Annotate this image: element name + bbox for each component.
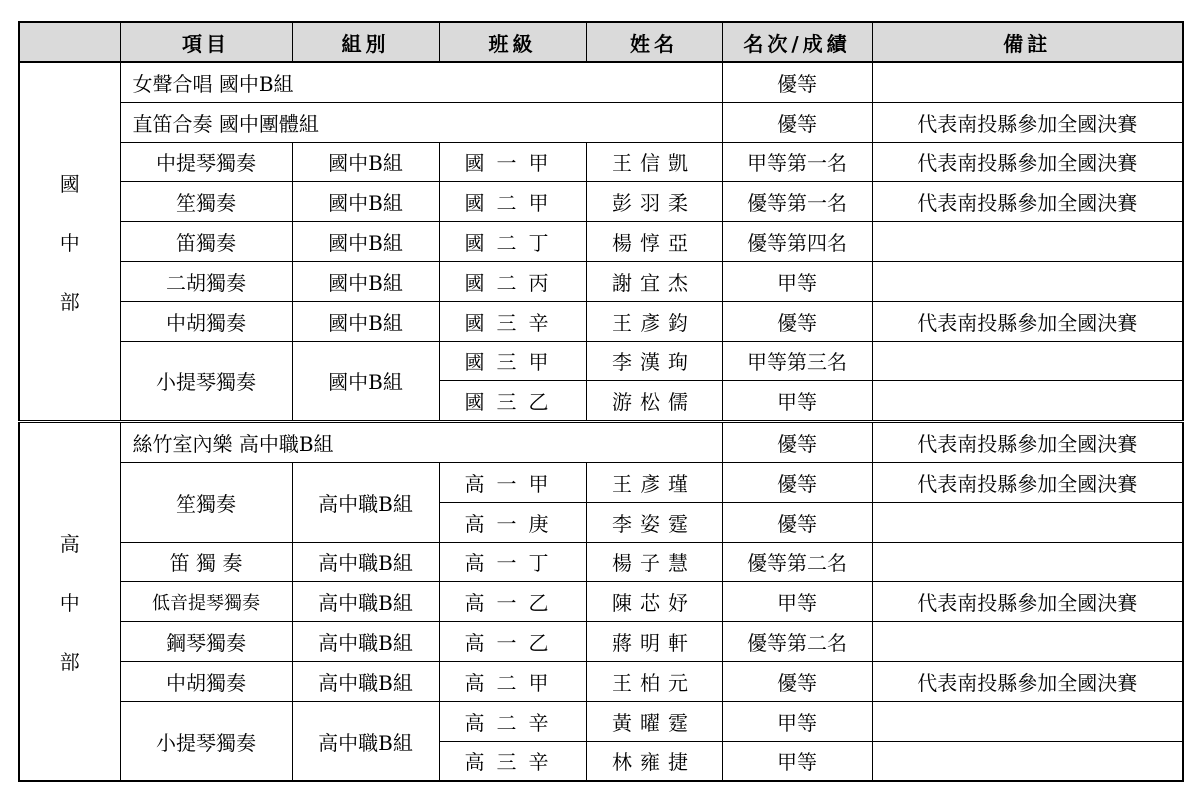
note-cell: 代表南投縣參加全國決賽 [872, 462, 1183, 502]
note-cell: 代表南投縣參加全國決賽 [872, 301, 1183, 341]
note-cell [872, 381, 1183, 422]
class-cell: 國一甲 [439, 142, 586, 182]
name-cell: 李姿霆 [586, 502, 722, 542]
note-cell: 代表南投縣參加全國決賽 [872, 661, 1183, 701]
class-cell: 高一乙 [439, 582, 586, 622]
class-cell: 國三乙 [439, 381, 586, 422]
group-cell: 高中職B組 [292, 622, 439, 662]
result-cell: 甲等第一名 [722, 142, 872, 182]
header-name: 姓名 [586, 22, 722, 62]
class-cell: 高一庚 [439, 502, 586, 542]
section-label-senior: 高 中 部 [19, 422, 120, 782]
item-cell: 小提琴獨奏 [120, 701, 292, 781]
header-section [19, 22, 120, 62]
name-cell: 謝宜杰 [586, 261, 722, 301]
table-row [19, 462, 1183, 502]
table-row [19, 102, 1183, 142]
group-cell: 高中職B組 [292, 582, 439, 622]
result-cell: 甲等 [722, 741, 872, 781]
result-cell: 甲等 [722, 582, 872, 622]
name-cell: 楊惇亞 [586, 222, 722, 262]
result-cell: 甲等 [722, 261, 872, 301]
note-cell [872, 701, 1183, 741]
group-cell: 國中B組 [292, 182, 439, 222]
table-row [19, 661, 1183, 701]
class-cell: 國二甲 [439, 182, 586, 222]
item-cell: 小提琴獨奏 [120, 341, 292, 422]
result-cell: 優等 [722, 462, 872, 502]
item-cell: 直笛合奏 國中團體組 [120, 102, 722, 142]
name-cell: 李漢珣 [586, 341, 722, 381]
result-cell: 優等 [722, 502, 872, 542]
header-group: 組別 [292, 22, 439, 62]
result-cell: 優等 [722, 102, 872, 142]
class-cell: 高二辛 [439, 701, 586, 741]
item-cell: 笙獨奏 [120, 182, 292, 222]
item-cell: 二胡獨奏 [120, 261, 292, 301]
table-row [19, 261, 1183, 301]
name-cell: 王信凱 [586, 142, 722, 182]
table-row [19, 701, 1183, 741]
item-cell: 笛 獨 奏 [120, 542, 292, 582]
result-cell: 甲等第三名 [722, 341, 872, 381]
class-cell: 高一乙 [439, 622, 586, 662]
results-table [18, 21, 1184, 782]
result-cell: 優等第一名 [722, 182, 872, 222]
group-cell: 國中B組 [292, 341, 439, 422]
item-cell: 女聲合唱 國中B組 [120, 62, 722, 102]
header-result: 名次/成績 [722, 22, 872, 62]
class-cell: 國三辛 [439, 301, 586, 341]
group-cell: 高中職B組 [292, 661, 439, 701]
result-cell: 甲等 [722, 701, 872, 741]
table-row [19, 62, 1183, 102]
result-cell: 優等第四名 [722, 222, 872, 262]
note-cell [872, 341, 1183, 381]
name-cell: 楊子慧 [586, 542, 722, 582]
result-cell: 優等第二名 [722, 622, 872, 662]
group-cell: 高中職B組 [292, 462, 439, 542]
item-cell: 中提琴獨奏 [120, 142, 292, 182]
table-row [19, 341, 1183, 381]
section-label-junior: 國 中 部 [19, 62, 120, 422]
result-cell: 甲等 [722, 381, 872, 422]
name-cell: 游松儒 [586, 381, 722, 422]
table-row [19, 222, 1183, 262]
table-row [19, 622, 1183, 662]
table-row [19, 422, 1183, 463]
note-cell [872, 542, 1183, 582]
item-cell: 中胡獨奏 [120, 301, 292, 341]
header-note: 備註 [872, 22, 1183, 62]
class-cell: 國二丁 [439, 222, 586, 262]
table-row [19, 142, 1183, 182]
name-cell: 彭羽柔 [586, 182, 722, 222]
class-cell: 國三甲 [439, 341, 586, 381]
note-cell [872, 622, 1183, 662]
table-row [19, 582, 1183, 622]
item-cell: 低音提琴獨奏 [120, 582, 292, 622]
item-cell: 鋼琴獨奏 [120, 622, 292, 662]
result-cell: 優等 [722, 661, 872, 701]
note-cell [872, 502, 1183, 542]
group-cell: 國中B組 [292, 261, 439, 301]
item-cell: 笛獨奏 [120, 222, 292, 262]
note-cell: 代表南投縣參加全國決賽 [872, 102, 1183, 142]
note-cell [872, 741, 1183, 781]
note-cell: 代表南投縣參加全國決賽 [872, 182, 1183, 222]
result-cell: 優等 [722, 301, 872, 341]
group-cell: 國中B組 [292, 142, 439, 182]
name-cell: 王彥鈞 [586, 301, 722, 341]
name-cell: 蔣明軒 [586, 622, 722, 662]
class-cell: 高三辛 [439, 741, 586, 781]
name-cell: 林雍捷 [586, 741, 722, 781]
result-cell: 優等 [722, 422, 872, 463]
note-cell: 代表南投縣參加全國決賽 [872, 422, 1183, 463]
result-cell: 優等第二名 [722, 542, 872, 582]
class-cell: 高二甲 [439, 661, 586, 701]
note-cell [872, 261, 1183, 301]
table-row [19, 301, 1183, 341]
note-cell: 代表南投縣參加全國決賽 [872, 142, 1183, 182]
name-cell: 黃曜霆 [586, 701, 722, 741]
item-cell: 中胡獨奏 [120, 661, 292, 701]
note-cell [872, 222, 1183, 262]
table-row [19, 542, 1183, 582]
header-item: 項目 [120, 22, 292, 62]
header-row [19, 22, 1183, 62]
header-class: 班級 [439, 22, 586, 62]
note-cell [872, 62, 1183, 102]
group-cell: 國中B組 [292, 301, 439, 341]
name-cell: 王彥瑾 [586, 462, 722, 502]
class-cell: 高一甲 [439, 462, 586, 502]
result-cell: 優等 [722, 62, 872, 102]
name-cell: 王柏元 [586, 661, 722, 701]
name-cell: 陳芯妤 [586, 582, 722, 622]
table-row [19, 182, 1183, 222]
item-cell: 絲竹室內樂 高中職B組 [120, 422, 722, 463]
class-cell: 高一丁 [439, 542, 586, 582]
note-cell: 代表南投縣參加全國決賽 [872, 582, 1183, 622]
group-cell: 高中職B組 [292, 701, 439, 781]
group-cell: 高中職B組 [292, 542, 439, 582]
class-cell: 國二丙 [439, 261, 586, 301]
item-cell: 笙獨奏 [120, 462, 292, 542]
group-cell: 國中B組 [292, 222, 439, 262]
